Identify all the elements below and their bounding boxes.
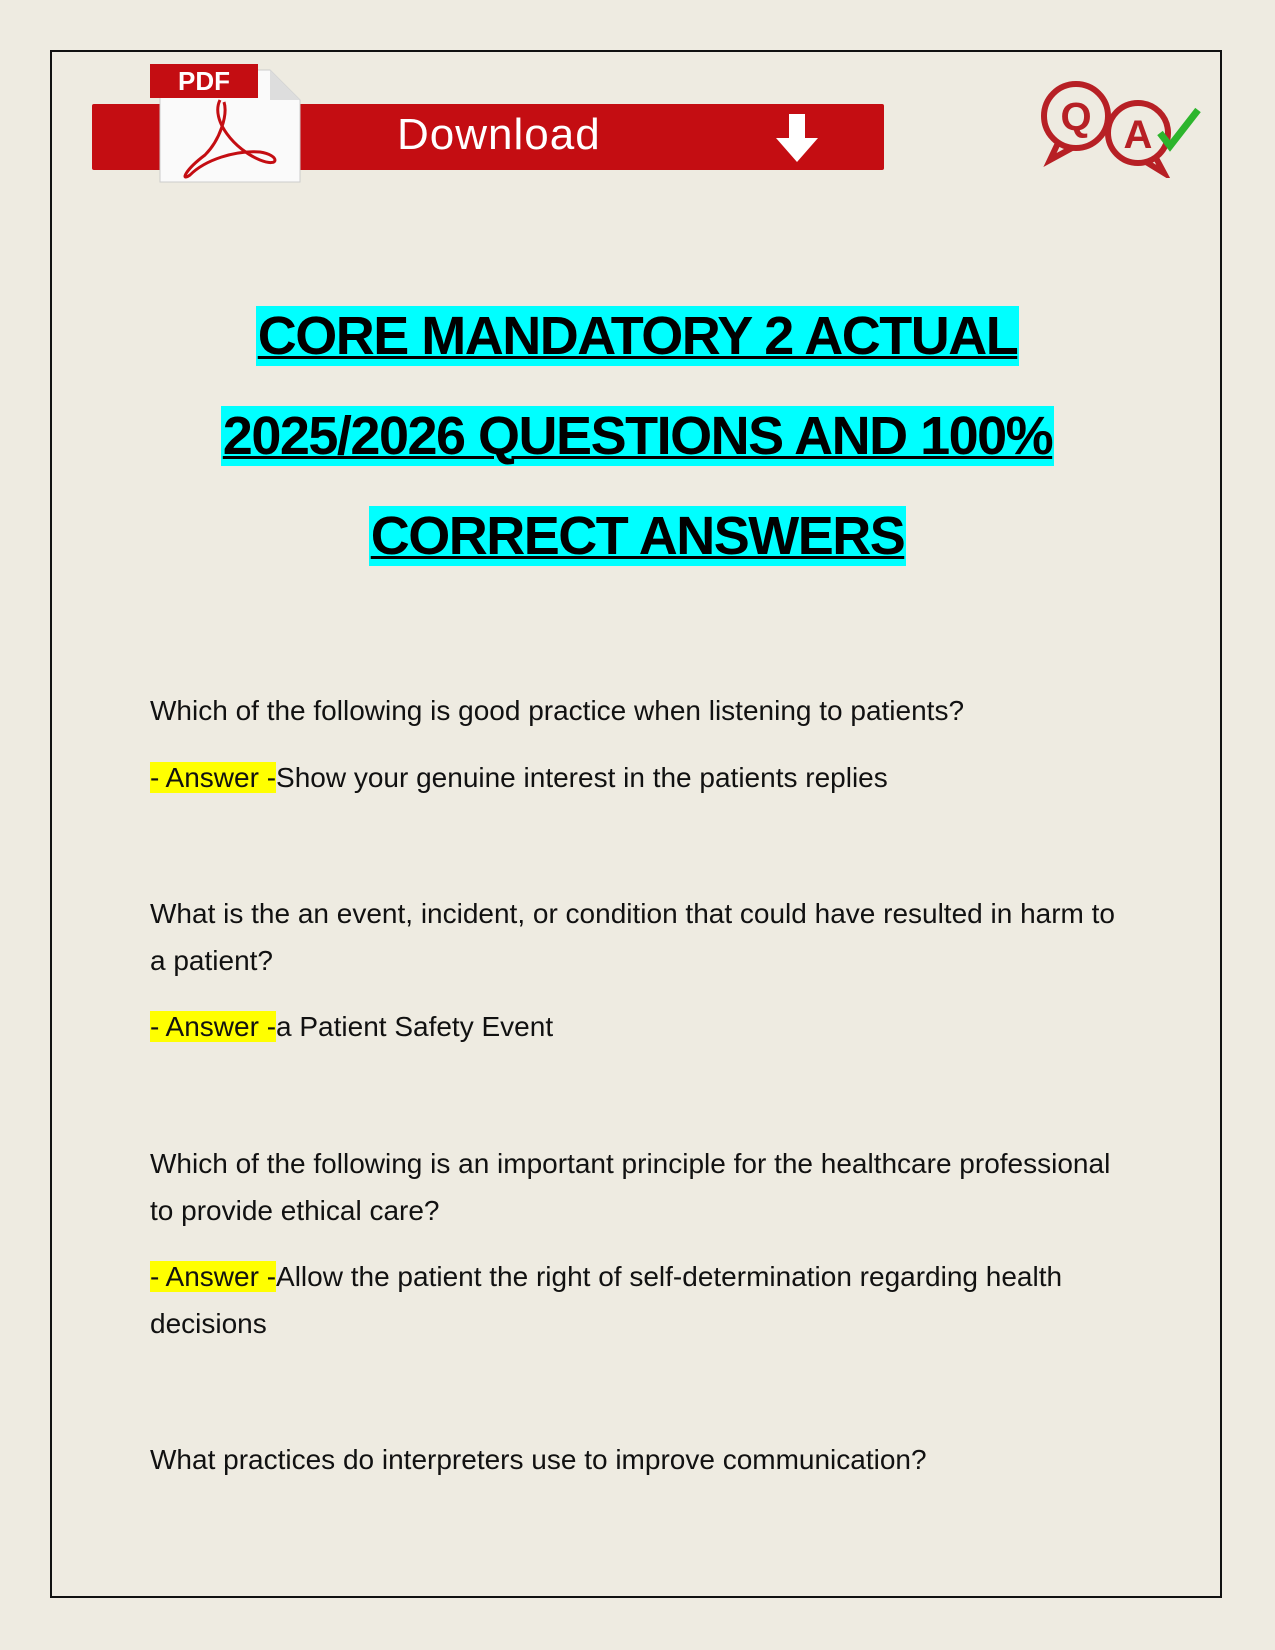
question-2: What is the an event, incident, or condition that could have resulted in harm to a patient?	[150, 898, 1116, 976]
pdf-label: PDF	[150, 64, 258, 98]
answer-3: - Answer -Allow the patient the right of self-determination regarding health decisions	[150, 1261, 1063, 1339]
title-line-2: 2025/2026 QUESTIONS AND 100%	[222, 406, 1053, 466]
answer-prefix: - Answer -	[150, 1011, 277, 1042]
answer-prefix: - Answer -	[150, 1261, 277, 1292]
svg-text:Q: Q	[1060, 95, 1092, 139]
question-3: Which of the following is an important principle for the healthcare professional to provide ethical care?	[150, 1148, 1111, 1226]
svg-text:A: A	[1123, 113, 1153, 157]
answer-1: - Answer -Show your genuine interest in the patients replies	[150, 762, 888, 793]
pdf-download-banner[interactable]	[92, 60, 887, 185]
answer-prefix: - Answer -	[150, 762, 277, 793]
download-label: Download	[397, 110, 601, 159]
question-1: Which of the following is good practice when listening to patients?	[150, 695, 965, 726]
qa-logo-icon	[1038, 78, 1208, 178]
pdf-document-icon	[150, 60, 300, 182]
download-arrow-icon	[772, 112, 822, 164]
question-4: What practices do interpreters use to improve communication?	[150, 1444, 927, 1475]
title-line-1: CORE MANDATORY 2 ACTUAL	[257, 306, 1018, 366]
answer-2: - Answer -a Patient Safety Event	[150, 1011, 554, 1042]
title-line-3: CORRECT ANSWERS	[370, 506, 905, 566]
page-border	[50, 50, 1222, 1598]
